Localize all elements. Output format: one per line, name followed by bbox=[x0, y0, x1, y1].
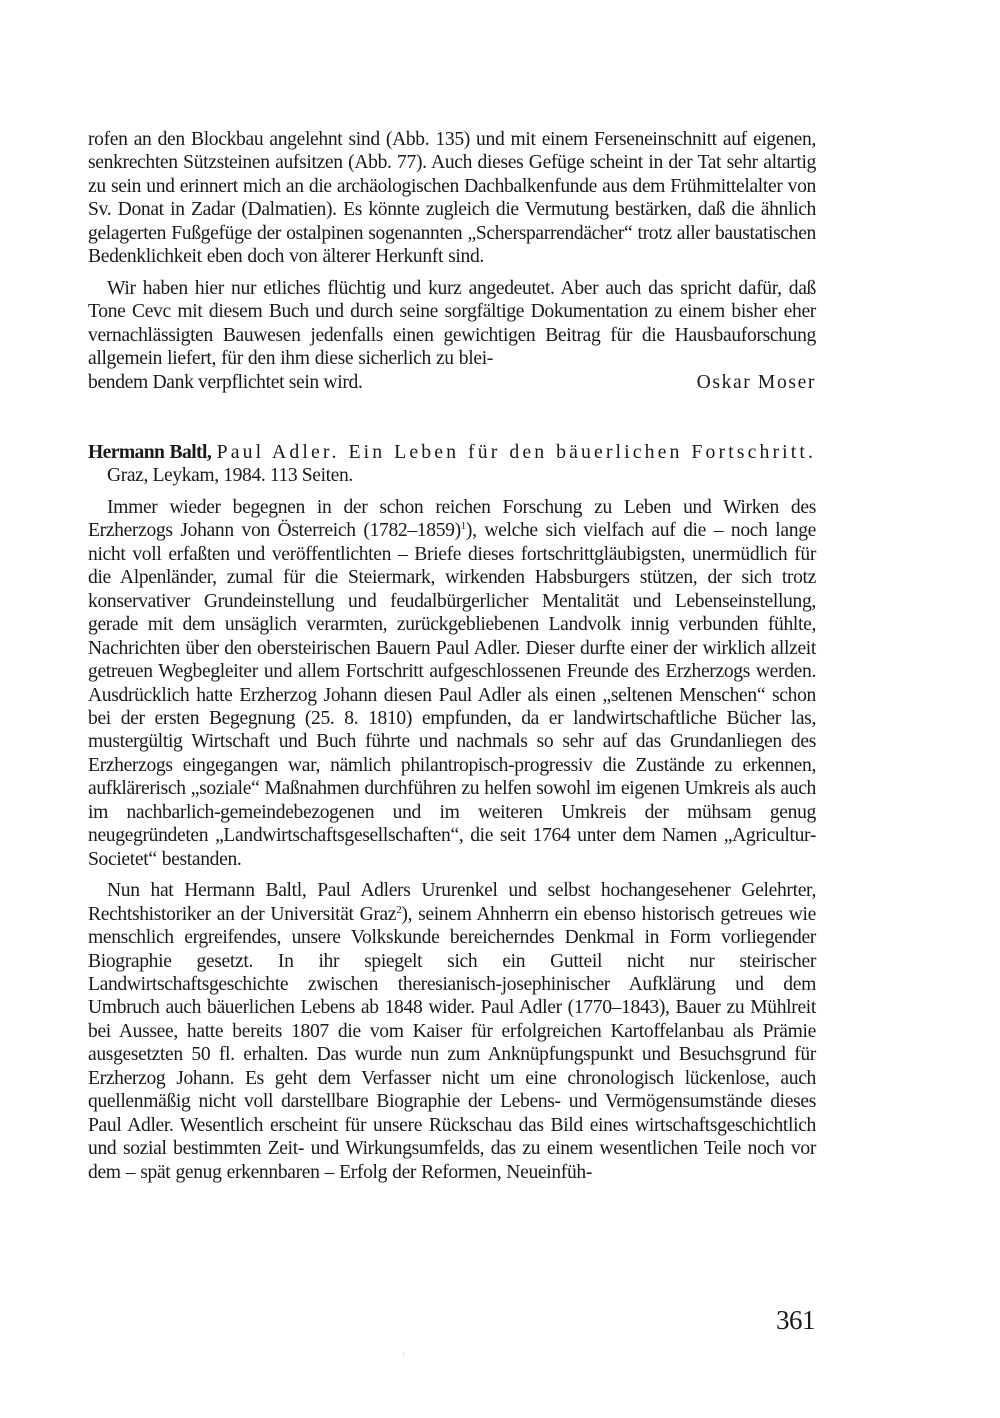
review1-paragraph-2 bbox=[88, 277, 816, 371]
review1-paragraph-2-text: Wir haben hier nur etliches flüchtig und kurz angedeutet. Aber auch das spricht dafür, daß Tone Cevc mit diesem Buch und durch seine sorgfältige Dokumentation zu einem bisher eher vernachlässigten Bauwesen jedenfalls einen gewichtigen Beitrag für die Hausbauforschung allgemein liefert, für den ihm diese sicherlich zu blei- bbox=[88, 277, 816, 370]
closing-line bbox=[88, 371, 816, 394]
closing-text: bendem Dank verpflichtet sein wird. bbox=[88, 371, 363, 393]
footnote-ref-1: 1 bbox=[460, 520, 466, 533]
paragraph-gap bbox=[88, 269, 816, 277]
review2-paragraph-2-text-a: Nun hat Hermann Baltl, Paul Adlers Ururenkel und selbst hochangesehener Gelehrter, Rechtshistoriker an der Universität Graz bbox=[88, 880, 816, 925]
page-number: 361 bbox=[776, 1305, 815, 1335]
section-gap bbox=[88, 394, 816, 441]
footnote-ref-2: 2 bbox=[396, 903, 402, 916]
page-body bbox=[88, 128, 816, 1184]
review1-paragraph-1: rofen an den Blockbau angelehnt sind (Abb. 135) und mit einem Ferseneinschnitt auf eigenen, senkrechten Sützsteinen aufsitzen (Abb. 77). Auch dieses Gefüge scheint in der Tat sehr altartig zu sein und erinnert mich an die archäologischen Dachbalkenfunde aus dem Frühmittelalter von Sv. Donat in Zadar (Dalmatien). Es könnte zugleich die Vermutung bestärken, daß die ähnlich gelagerten Fußgefüge der ostalpinen sogenannten „Schersparrendächer“ trotz aller baustatischen Bedenklichkeit eben doch von älterer Herkunft sind. bbox=[88, 129, 816, 268]
review2-paragraph-1-text-a: Immer wieder begegnen in der schon reichen Forschung zu Leben und Wirken des Erzherzogs Johann von Österreich (1782–1859) bbox=[88, 496, 816, 542]
review-book-author: Hermann Baltl, bbox=[88, 441, 212, 463]
review2-paragraph-2 bbox=[88, 879, 816, 1184]
review2-paragraph-2-text-b: ), seinem Ahnherrn ein ebenso historisch getreues wie menschlich ergreifendes, unsere Volkskunde bereicherndes Denkmal in Form vorliegender Biographie gesetzt. In ihr spiegelt sich ein Gutteil nicht nur steirischer Landwirtschaftsgeschichte zwischen theresianisch-josephinischer Aufklärung und dem Umbruch auch bäuerlichen Lebens ab 1848 wider. Paul Adler (1770–1843), Bauer zu Mühlreit bei Aussee, hatte bereits 1807 die vom Kaiser für erfolgreichen Kartoffelanbau als Prämie ausgesetzten 50 fl. erhalten. Das wurde nun zum Anknüpfungspunkt und Besuchsgrund für Erzherzog Johann. Es geht dem Verfasser nicht um eine chronologisch lückenlose, auch quellenmäßig nicht voll darstellbare Biographie der Lebens- und Vermögensumstände dieses Paul Adler. Wesentlich erscheint für unsere Rückschau das Bild eines wirtschaftsgeschichtlich und sozial bestimmten Zeit- und Wirkungsumfelds, das zu einem wesentlichen Teile noch vor dem – spät genug erkennbaren – Erfolg der Reformen, Neueinfüh- bbox=[88, 903, 816, 1183]
review-book-publication: Graz, Leykam, 1984. 113 Seiten. bbox=[107, 465, 353, 487]
review-book-title: Paul Adler. Ein Leben für den bäuerlichen Fortschritt. bbox=[216, 440, 816, 463]
review2-paragraph-1 bbox=[88, 496, 816, 871]
reviewer-signature: Oskar Moser bbox=[696, 371, 816, 393]
paragraph-gap bbox=[88, 488, 816, 496]
paragraph-gap bbox=[88, 871, 816, 879]
review-heading bbox=[88, 441, 816, 488]
scan-artifact bbox=[403, 1352, 408, 1357]
review2-paragraph-1-text-b: ), welche sich vielfach auf die – noch lange nicht voll erfaßten und veröffentlichten – Briefe dieses fortschrittgläubigsten, unermüdlich für die Alpenländer, zumal für die Steiermark, wirkenden Habsburgers stützen, der sich trotz konservativer Grundeinstellung und feudalbürgerlicher Mentalität und Lebenseinstellung, gerade mit dem unsäglich verarmten, zurückgebliebenen Landvolk innig verbunden fühlte, Nachrichten über den obersteirischen Bauern Paul Adler. Dieser durfte einer der wirklich allzeit getreuen Wegbegleiter und allem Fortschritt aufgeschlossenen Freunde des Erzherzogs werden. Ausdrücklich hatte Erzherzog Johann diesen Paul Adler als einen „seltenen Menschen“ schon bei der ersten Begegnung (25. 8. 1810) empfunden, da er landwirtschaftliche Bücher las, mustergültig Wirtschaft und Buch führte und nachmals so sehr auf das Grundanliegen des Erzherzogs eingegangen war, nämlich philantropisch-progressiv die Zustände zu erkennen, aufklärerisch „soziale“ Maßnahmen durchführen zu helfen sowohl im eigenen Umkreis als auch im nachbarlich-gemeindebezogenen und im weiteren Umkreis der mühsam genug neugegründeten „Landwirtschaftsgesellschaften“, die seit 1764 unter dem Namen „Agricultur-Societet“ bestanden. bbox=[88, 520, 816, 870]
